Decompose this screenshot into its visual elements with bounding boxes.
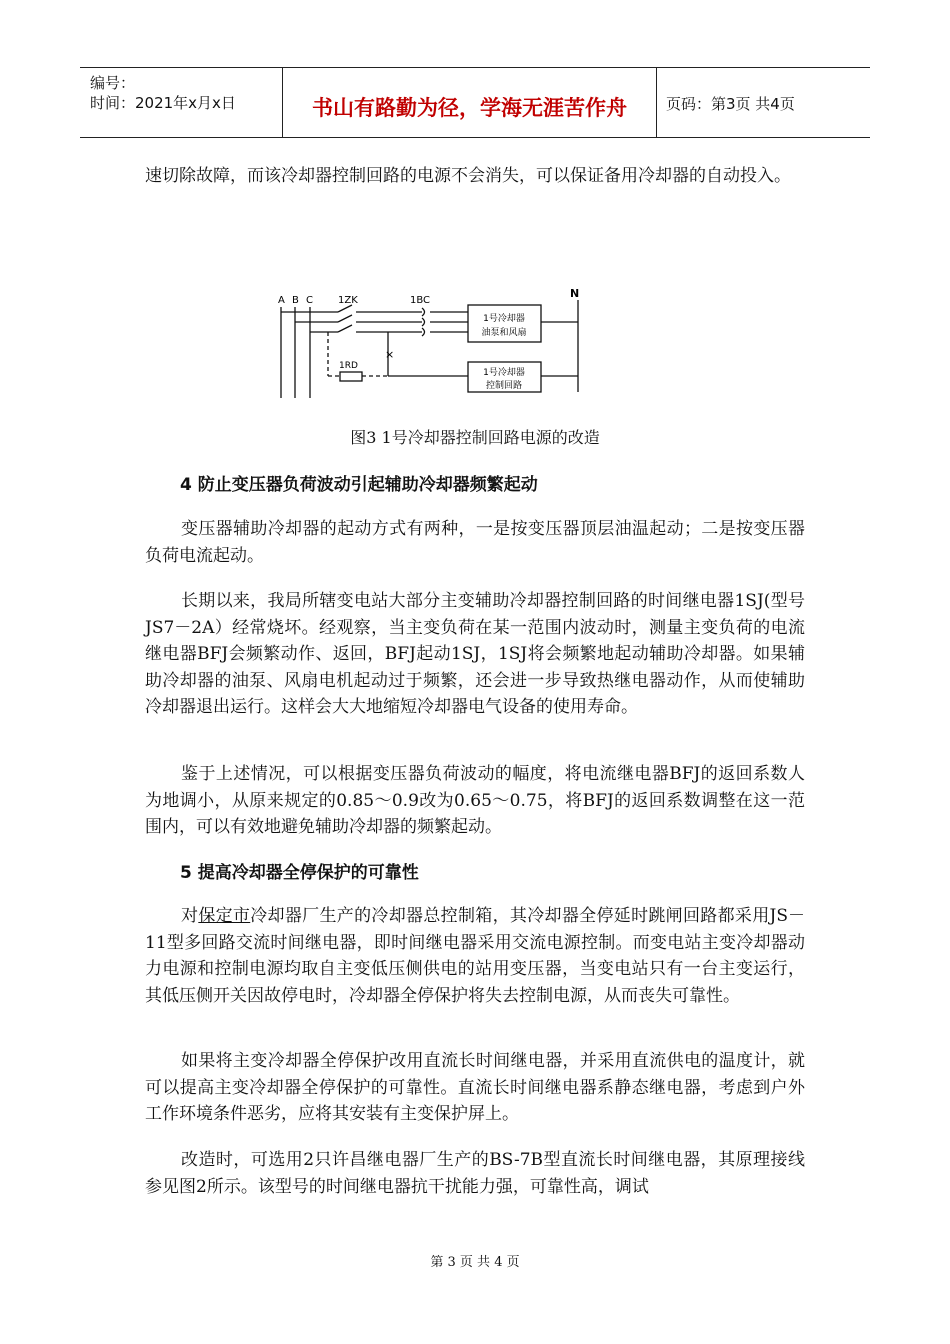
section5-heading: 5 提高冷却器全停保护的可靠性 bbox=[180, 863, 419, 883]
page-code: 页码：第3页 共4页 bbox=[666, 95, 795, 113]
place-link[interactable]: 保定市 bbox=[198, 906, 251, 926]
cut-mark: × bbox=[385, 348, 395, 361]
label-1bc: 1BC bbox=[410, 295, 431, 306]
section5-paragraph-3: 改造时，可选用2只许昌继电器厂生产的BS-7B型直流长时间继电器，其原理接线参见图2所示。该型号的时间继电器抗干扰能力强，可靠性高，调试 bbox=[145, 1150, 805, 1197]
label-n: N bbox=[570, 287, 580, 300]
label-c: C bbox=[306, 295, 313, 306]
date-label: 时间：2021年x月x日 bbox=[90, 94, 236, 112]
section4-paragraph-3: 鉴于上述情况，可以根据变压器负荷波动的幅度，将电流继电器BFJ的返回系数人为地调小，从原来规定的0.85～0.9改为0.65～0.75，将BFJ的返回系数调整在这一范围内，可以有效地避免辅助冷却器的频繁起动。 bbox=[145, 764, 805, 837]
circuit-diagram bbox=[0, 0, 950, 420]
section4-paragraph-1: 变压器辅助冷却器的起动方式有两种，一是按变压器顶层油温起动；二是按变压器负荷电流起动。 bbox=[145, 519, 805, 566]
section4-heading: 4 防止变压器负荷波动引起辅助冷却器频繁起动 bbox=[180, 475, 538, 495]
page-footer: 第 3 页 共 4 页 bbox=[430, 1255, 520, 1270]
box2-line2: 控制回路 bbox=[485, 381, 523, 391]
box1-line1: 1号冷却器 bbox=[483, 314, 525, 324]
section5-paragraph-1 bbox=[145, 903, 805, 1009]
section5-paragraph-2: 如果将主变冷却器全停保护改用直流长时间继电器，并采用直流供电的温度计，就可以提高主变冷却器全停保护的可靠性。直流长时间继电器系静态继电器，考虑到户外工作环境条件恶劣，应将其安装有主变保护屏上。 bbox=[145, 1051, 805, 1124]
p1-pre: 对 bbox=[181, 906, 199, 926]
label-a: A bbox=[278, 295, 285, 306]
p1-post: 冷却器厂生产的冷却器总控制箱，其冷却器全停延时跳闸回路都采用JS－11型多回路交流时间继电器，即时间继电器采用交流电源控制。而变电站主变冷却器动力电源和控制电源均取自主变低压侧供电的站用变压器，当变电站只有一台主变运行，其低压侧开关因故停电时，冷却器全停保护将失去控制电源，从而丧失可靠性。 bbox=[145, 906, 806, 1006]
label-b: B bbox=[292, 295, 299, 306]
box2-line1: 1号冷却器 bbox=[483, 368, 525, 378]
motto-text: 书山有路勤为径，学海无涯苦作舟 bbox=[312, 96, 627, 120]
figure-caption: 图3 1号冷却器控制回路电源的改造 bbox=[350, 428, 600, 447]
intro-paragraph: 速切除故障，而该冷却器控制回路的电源不会消失，可以保证备用冷却器的自动投入。 bbox=[145, 166, 791, 186]
label-1rd: 1RD bbox=[339, 361, 358, 371]
box1-line2: 油泵和风扇 bbox=[481, 328, 527, 338]
section4-paragraph-2: 长期以来，我局所辖变电站大部分主变辅助冷却器控制回路的时间继电器1SJ(型号JS7－2A）经常烧坏。经观察，当主变负荷在某一范围内波动时，测量主变负荷的电流继电器BFJ会频繁动作、返回，BFJ起动1SJ，1SJ将会频繁地起动辅助冷却器。如果辅助冷却器的油泵、风扇电机起动过于频繁，还会进一步导致热继电器动作，从而使辅助冷却器退出运行。这样会大大地缩短冷却器电气设备的使用寿命。 bbox=[145, 591, 805, 717]
number-label: 编号： bbox=[90, 74, 136, 92]
label-1zk: 1ZK bbox=[338, 295, 358, 306]
